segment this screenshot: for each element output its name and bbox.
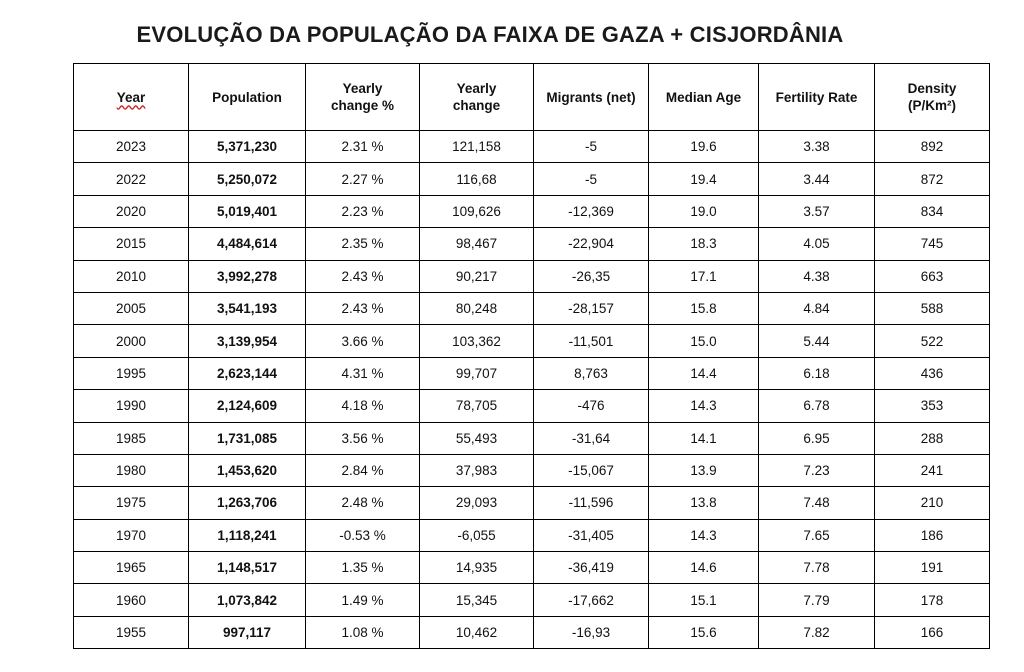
cell-median-age: 15.1 xyxy=(649,584,759,616)
cell-yearly-change: 90,217 xyxy=(420,260,534,292)
table-row xyxy=(74,325,990,357)
col-header-median-age: Median Age xyxy=(649,64,759,131)
cell-migrants: -11,501 xyxy=(534,325,649,357)
cell-yearly-change-pct: 1.49 % xyxy=(306,584,420,616)
table-row xyxy=(74,454,990,486)
cell-year: 2000 xyxy=(74,325,189,357)
cell-density: 436 xyxy=(875,357,990,389)
cell-density: 210 xyxy=(875,487,990,519)
col-header-year: Year xyxy=(74,64,189,131)
cell-yearly-change-pct: 2.35 % xyxy=(306,228,420,260)
cell-migrants: -5 xyxy=(534,163,649,195)
cell-median-age: 13.9 xyxy=(649,454,759,486)
cell-median-age: 15.0 xyxy=(649,325,759,357)
table-row xyxy=(74,357,990,389)
cell-year: 2005 xyxy=(74,292,189,324)
cell-year: 1985 xyxy=(74,422,189,454)
cell-yearly-change-pct: 2.27 % xyxy=(306,163,420,195)
cell-year: 1975 xyxy=(74,487,189,519)
cell-fertility-rate: 7.48 xyxy=(759,487,875,519)
cell-fertility-rate: 4.84 xyxy=(759,292,875,324)
cell-yearly-change: 121,158 xyxy=(420,131,534,163)
cell-population: 3,541,193 xyxy=(189,292,306,324)
table-row xyxy=(74,228,990,260)
cell-density: 745 xyxy=(875,228,990,260)
cell-yearly-change: 103,362 xyxy=(420,325,534,357)
cell-population: 4,484,614 xyxy=(189,228,306,260)
cell-migrants: -22,904 xyxy=(534,228,649,260)
cell-migrants: -12,369 xyxy=(534,195,649,227)
cell-density: 834 xyxy=(875,195,990,227)
cell-fertility-rate: 5.44 xyxy=(759,325,875,357)
cell-fertility-rate: 7.78 xyxy=(759,552,875,584)
cell-year: 1960 xyxy=(74,584,189,616)
cell-median-age: 14.3 xyxy=(649,390,759,422)
cell-median-age: 14.3 xyxy=(649,519,759,551)
cell-yearly-change: 98,467 xyxy=(420,228,534,260)
cell-population: 5,019,401 xyxy=(189,195,306,227)
cell-migrants: 8,763 xyxy=(534,357,649,389)
table-row xyxy=(74,163,990,195)
cell-median-age: 15.8 xyxy=(649,292,759,324)
cell-yearly-change-pct: 3.56 % xyxy=(306,422,420,454)
cell-fertility-rate: 7.23 xyxy=(759,454,875,486)
cell-population: 1,453,620 xyxy=(189,454,306,486)
cell-yearly-change-pct: -0.53 % xyxy=(306,519,420,551)
col-header-migrants: Migrants (net) xyxy=(534,64,649,131)
cell-yearly-change-pct: 3.66 % xyxy=(306,325,420,357)
cell-yearly-change: 14,935 xyxy=(420,552,534,584)
page-title: EVOLUÇÃO DA POPULAÇÃO DA FAIXA DE GAZA + CISJORDÂNIA xyxy=(136,22,844,47)
cell-population: 997,117 xyxy=(189,616,306,648)
cell-fertility-rate: 3.57 xyxy=(759,195,875,227)
cell-median-age: 17.1 xyxy=(649,260,759,292)
cell-yearly-change: 116,68 xyxy=(420,163,534,195)
cell-yearly-change: 55,493 xyxy=(420,422,534,454)
cell-migrants: -26,35 xyxy=(534,260,649,292)
table-row xyxy=(74,292,990,324)
cell-median-age: 14.4 xyxy=(649,357,759,389)
cell-migrants: -15,067 xyxy=(534,454,649,486)
cell-population: 1,073,842 xyxy=(189,584,306,616)
cell-yearly-change-pct: 2.48 % xyxy=(306,487,420,519)
cell-migrants: -11,596 xyxy=(534,487,649,519)
cell-population: 5,250,072 xyxy=(189,163,306,195)
cell-yearly-change-pct: 1.35 % xyxy=(306,552,420,584)
cell-median-age: 19.0 xyxy=(649,195,759,227)
cell-population: 1,118,241 xyxy=(189,519,306,551)
cell-density: 353 xyxy=(875,390,990,422)
cell-density: 241 xyxy=(875,454,990,486)
cell-migrants: -31,64 xyxy=(534,422,649,454)
cell-year: 1980 xyxy=(74,454,189,486)
cell-migrants: -476 xyxy=(534,390,649,422)
cell-fertility-rate: 6.95 xyxy=(759,422,875,454)
table-row xyxy=(74,422,990,454)
cell-yearly-change-pct: 2.84 % xyxy=(306,454,420,486)
table-row xyxy=(74,616,990,648)
cell-migrants: -5 xyxy=(534,131,649,163)
cell-fertility-rate: 6.78 xyxy=(759,390,875,422)
cell-fertility-rate: 7.79 xyxy=(759,584,875,616)
cell-population: 1,731,085 xyxy=(189,422,306,454)
table-row xyxy=(74,552,990,584)
cell-median-age: 14.1 xyxy=(649,422,759,454)
cell-median-age: 19.6 xyxy=(649,131,759,163)
table-row xyxy=(74,260,990,292)
cell-density: 588 xyxy=(875,292,990,324)
cell-yearly-change-pct: 2.31 % xyxy=(306,131,420,163)
col-header-fertility-rate: Fertility Rate xyxy=(759,64,875,131)
cell-population: 3,992,278 xyxy=(189,260,306,292)
population-table xyxy=(73,63,990,649)
cell-fertility-rate: 6.18 xyxy=(759,357,875,389)
cell-population: 1,148,517 xyxy=(189,552,306,584)
table-row xyxy=(74,195,990,227)
cell-migrants: -31,405 xyxy=(534,519,649,551)
cell-year: 1955 xyxy=(74,616,189,648)
cell-year: 1965 xyxy=(74,552,189,584)
cell-fertility-rate: 3.38 xyxy=(759,131,875,163)
table-row xyxy=(74,390,990,422)
col-header-density: Density (P/Km²) xyxy=(875,64,990,131)
cell-yearly-change-pct: 2.43 % xyxy=(306,292,420,324)
cell-year: 1990 xyxy=(74,390,189,422)
cell-median-age: 14.6 xyxy=(649,552,759,584)
cell-yearly-change: 15,345 xyxy=(420,584,534,616)
cell-population: 5,371,230 xyxy=(189,131,306,163)
cell-median-age: 19.4 xyxy=(649,163,759,195)
table-row xyxy=(74,584,990,616)
table-row xyxy=(74,131,990,163)
cell-density: 892 xyxy=(875,131,990,163)
cell-migrants: -36,419 xyxy=(534,552,649,584)
cell-yearly-change: 109,626 xyxy=(420,195,534,227)
cell-density: 872 xyxy=(875,163,990,195)
cell-median-age: 15.6 xyxy=(649,616,759,648)
cell-population: 2,623,144 xyxy=(189,357,306,389)
cell-migrants: -16,93 xyxy=(534,616,649,648)
cell-median-age: 18.3 xyxy=(649,228,759,260)
header-row xyxy=(74,64,990,131)
cell-yearly-change-pct: 2.23 % xyxy=(306,195,420,227)
cell-fertility-rate: 7.65 xyxy=(759,519,875,551)
cell-density: 663 xyxy=(875,260,990,292)
cell-yearly-change: 10,462 xyxy=(420,616,534,648)
cell-population: 2,124,609 xyxy=(189,390,306,422)
cell-density: 166 xyxy=(875,616,990,648)
cell-year: 1970 xyxy=(74,519,189,551)
cell-yearly-change-pct: 1.08 % xyxy=(306,616,420,648)
cell-yearly-change: 99,707 xyxy=(420,357,534,389)
cell-yearly-change: 37,983 xyxy=(420,454,534,486)
cell-yearly-change: -6,055 xyxy=(420,519,534,551)
cell-density: 522 xyxy=(875,325,990,357)
cell-year: 2015 xyxy=(74,228,189,260)
cell-migrants: -17,662 xyxy=(534,584,649,616)
table-row xyxy=(74,519,990,551)
cell-population: 3,139,954 xyxy=(189,325,306,357)
cell-year: 2022 xyxy=(74,163,189,195)
cell-yearly-change: 29,093 xyxy=(420,487,534,519)
cell-year: 2020 xyxy=(74,195,189,227)
cell-yearly-change-pct: 4.18 % xyxy=(306,390,420,422)
cell-fertility-rate: 7.82 xyxy=(759,616,875,648)
col-header-yearly-change-pct: Yearly change % xyxy=(306,64,420,131)
cell-yearly-change: 80,248 xyxy=(420,292,534,324)
cell-year: 2010 xyxy=(74,260,189,292)
cell-population: 1,263,706 xyxy=(189,487,306,519)
cell-year: 1995 xyxy=(74,357,189,389)
cell-density: 288 xyxy=(875,422,990,454)
cell-density: 186 xyxy=(875,519,990,551)
cell-fertility-rate: 3.44 xyxy=(759,163,875,195)
col-header-population: Population xyxy=(189,64,306,131)
cell-migrants: -28,157 xyxy=(534,292,649,324)
cell-fertility-rate: 4.05 xyxy=(759,228,875,260)
table-row xyxy=(74,487,990,519)
col-header-yearly-change: Yearly change xyxy=(420,64,534,131)
cell-yearly-change-pct: 4.31 % xyxy=(306,357,420,389)
cell-year: 2023 xyxy=(74,131,189,163)
cell-yearly-change-pct: 2.43 % xyxy=(306,260,420,292)
cell-yearly-change: 78,705 xyxy=(420,390,534,422)
cell-fertility-rate: 4.38 xyxy=(759,260,875,292)
cell-density: 191 xyxy=(875,552,990,584)
cell-density: 178 xyxy=(875,584,990,616)
cell-median-age: 13.8 xyxy=(649,487,759,519)
